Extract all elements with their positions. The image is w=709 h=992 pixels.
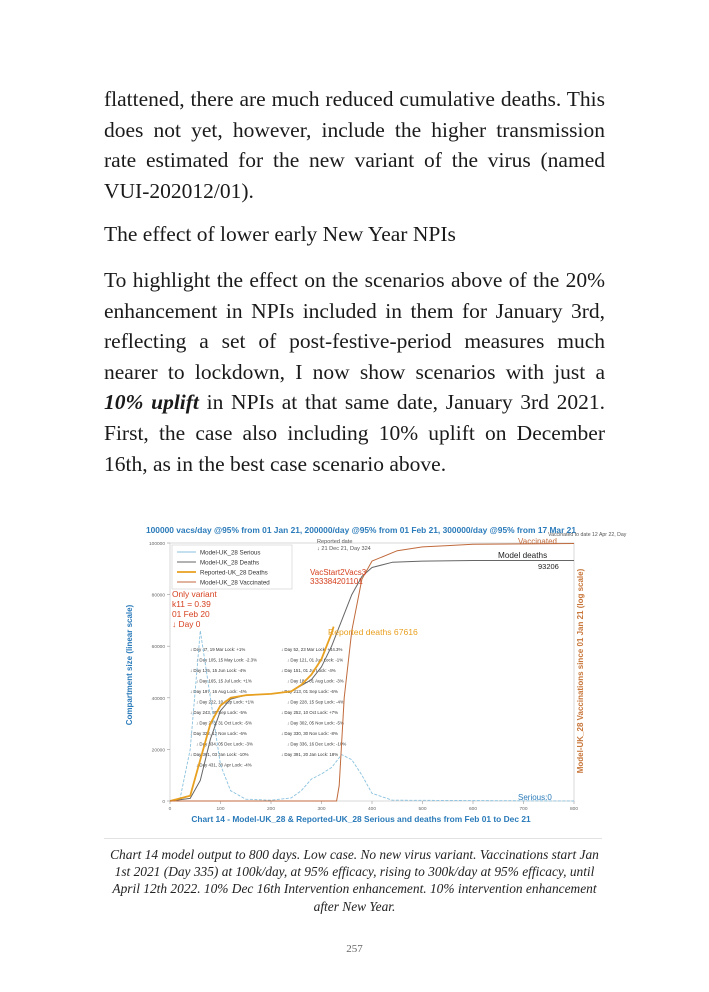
x-tick-label: 300 — [317, 807, 326, 812]
phase-label: ↓ Day 105, 15 May Lock: -2.3% — [196, 657, 258, 663]
phase-label: ↓ Day 213, 01 Sep Lock: -6% — [281, 689, 338, 694]
x-tick-label: 0 — [168, 807, 172, 812]
reported-deaths-label: Reported deaths 67616 — [328, 627, 418, 637]
y-axis-label-right: Model-UK_28 Vaccinations since 01 Jan 21 (log scale) — [576, 568, 585, 774]
phase-label: ↓ Day 334, 05 Dec Lock: -3% — [196, 741, 253, 747]
phase-label: ↓ Day 135, 15 Jun Lock: -4% — [190, 668, 247, 673]
chart-title: 100000 vacs/day @95% from 01 Jan 21, 200000/day @95% from 01 Feb 21, 300000/day @95% from 17 Mar 21 — [145, 525, 577, 535]
reported-date-label: Reported date — [317, 539, 353, 545]
legend-label-vaccinated: Model-UK_28 Vaccinated — [200, 579, 270, 587]
phase-label: ↓ Day 151, 01 Jul Lock: -4% — [281, 668, 336, 673]
model-deaths-label: Model deaths — [498, 551, 548, 560]
chart-figure — [120, 523, 627, 828]
variant-line-4: ↓ Day 0 — [172, 619, 201, 629]
y-tick-label: 60000 — [151, 645, 165, 651]
phase-label: ↓ Day 52, 23 Mar Lock: +44.3% — [281, 647, 343, 652]
x-tick-label: 400 — [367, 807, 377, 812]
phase-label: ↓ Day 222, 10 Sep Lock: +1% — [196, 699, 254, 705]
body-paragraph-1: flattened, there are much reduced cumulative deaths. This does not yet, however, include the higher transmission rate estimated for the new variant of the virus (named VUI-202012/01). — [104, 87, 605, 203]
phase-label: ↓ Day 252, 10 Oct Lock: +7% — [281, 710, 338, 715]
phase-label: ↓ Day 165, 15 Jul Lock: +1% — [196, 678, 252, 684]
paragraph-2-start: To highlight the effect on the scenarios above of the 20% enhancement in NPIs included in them for January 3rd, reflecting a set of post-festive-period measures much nearer to lockdown, I now show scenarios with just a — [104, 268, 605, 384]
emphasis-uplift: 10% uplift — [104, 390, 199, 415]
phase-label: ↓ Day 330, 30 Nov Lock: -8% — [281, 731, 338, 736]
phase-label: ↓ Day 391, 20 Jan Lock: 18% — [281, 752, 339, 757]
variant-line-3: 01 Feb 20 — [172, 609, 210, 619]
serious-end-label: Serious:0 — [518, 793, 552, 802]
x-tick-label: 200 — [266, 807, 276, 812]
caption-divider — [104, 838, 602, 839]
x-tick-label: 800 — [569, 807, 579, 812]
phase-label: ↓ Day 273, 31 Oct Lock: -5% — [196, 720, 252, 726]
vaccinated-label: Vaccinated — [518, 537, 557, 546]
phase-label: ↓ Day 121, 01 Jun Lock: -1% — [287, 657, 344, 663]
x-tick-label: 600 — [468, 807, 478, 812]
phase-label: ↓ Day 197, 16 Aug Lock: -4% — [190, 689, 247, 694]
y-tick-label: 80000 — [151, 593, 165, 599]
section-heading: The effect of lower early New Year NPIs — [104, 222, 456, 246]
phase-label: ↓ Day 361, 03 Jan Lock: -10% — [190, 752, 249, 757]
phase-label: ↓ Day 182, 01 Aug Lock: -3% — [287, 678, 344, 684]
figure-caption: Chart 14 model output to 800 days. Low case. No new virus variant. Vaccinations start Jan 1st 2021 (Day 335) at 100k/day, at 95% efficacy, rising to 300k/day at 95% efficacy, until April 12th 2022. 10% Dec 16th Intervention enhancement. 10% intervention enhancement after New Year. — [110, 847, 599, 914]
x-tick-label: 700 — [519, 807, 528, 812]
phase-label: ↓ Day 336, 16 Dec Lock: -10% — [287, 741, 347, 747]
phase-label: ↓ Day 243, 30 Sep Lock: -5% — [190, 710, 247, 715]
variant-line-2: k11 = 0.39 — [172, 599, 211, 609]
chart-svg — [120, 523, 627, 828]
x-tick-label: 100 — [216, 807, 225, 812]
y-tick-label: 40000 — [151, 696, 165, 702]
legend — [172, 545, 292, 589]
legend-label-model-deaths: Model-UK_28 Deaths — [200, 559, 260, 567]
page-number: 257 — [346, 943, 363, 955]
body-paragraph-2 — [104, 265, 605, 479]
vaccinated-date-label: Vaccinated to date 12 Apr 22, Day — [548, 532, 627, 538]
vacstart-label: VacStart2Vacs3 — [310, 568, 367, 577]
y-tick-label: 100000 — [148, 542, 165, 547]
legend-label-reported-deaths: Reported-UK_28 Deaths — [200, 569, 268, 577]
variant-line-1: Only variant — [172, 589, 217, 599]
phase-label: ↓ Day 228, 15 Sep Lock: -4% — [287, 699, 344, 705]
legend-label-serious: Model-UK_28 Serious — [200, 549, 261, 557]
phase-label: ↓ Day 322, 12 Nov Lock: -6% — [190, 731, 247, 736]
chart-subtitle: Chart 14 - Model-UK_28 & Reported-UK_28 Serious and deaths from Feb 01 to Dec 21 — [191, 814, 531, 824]
y-tick-label: 20000 — [151, 748, 165, 754]
model-deaths-value: 93206 — [538, 562, 559, 571]
y-axis-label-left: Compartment size (linear scale) — [125, 604, 134, 726]
paragraph-2-end: in NPIs at that same date, January 3rd 2021. First, the case also including 10% uplift on December 16th, as in the best case scenario above. — [104, 390, 606, 476]
reported-date-value: ↓ 21 Dec 21, Day 324 — [317, 546, 371, 552]
phase-label: ↓ Day 302, 05 Nov Lock: -5% — [287, 720, 344, 726]
phase-label: ↓ Day 431, 30 Apr Lock: -4% — [196, 762, 252, 768]
phase-label: ↓ Day 47, 19 Mar Lock: +1% — [190, 647, 246, 652]
y-tick-label: 0 — [162, 800, 165, 805]
x-tick-label: 500 — [418, 807, 427, 812]
vacstart-value: 333384201101 — [310, 577, 363, 586]
